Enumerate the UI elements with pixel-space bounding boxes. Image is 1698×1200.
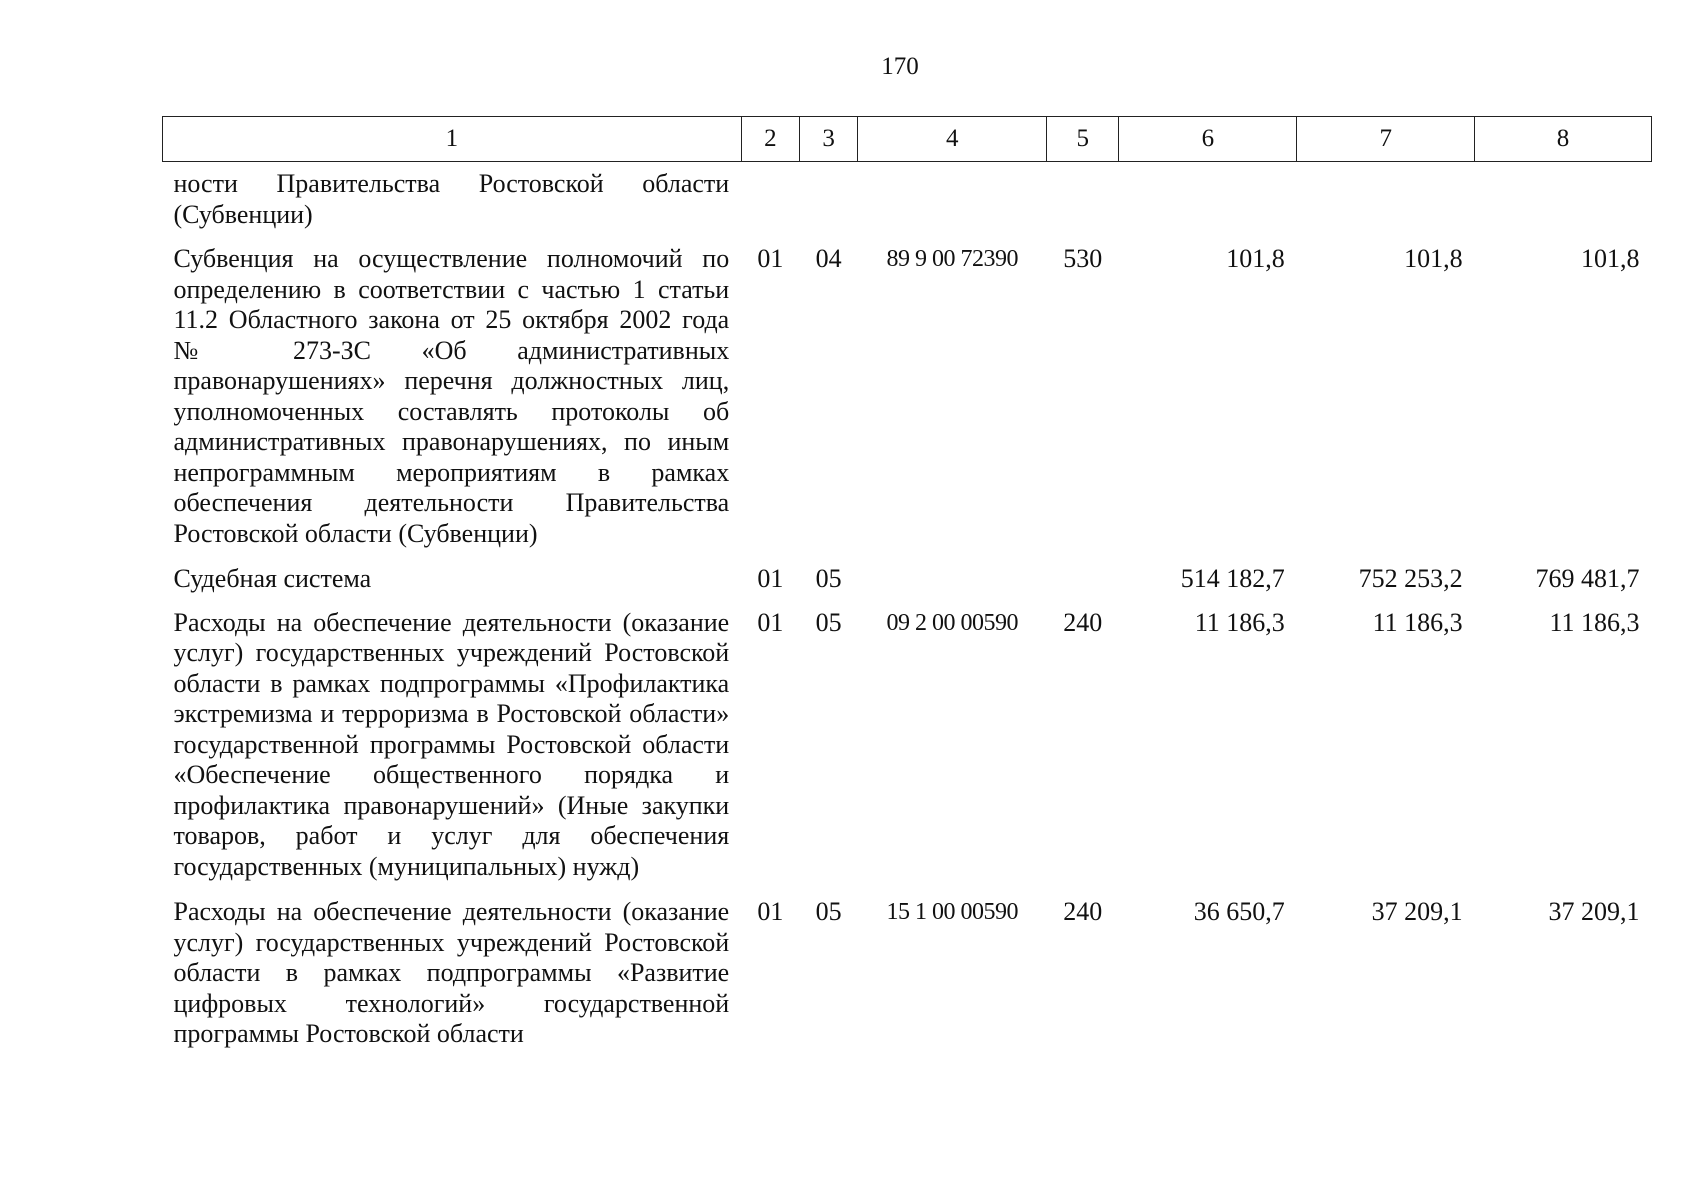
table-body (163, 162, 1652, 1065)
row-expense-type: 530 (1063, 244, 1103, 273)
row-amount-year-2: 11 186,3 (1372, 607, 1463, 637)
row-subsection-code: 05 (815, 607, 842, 637)
header-col-4: 4 (858, 117, 1047, 162)
row-amount-year-1: 101,8 (1226, 244, 1285, 273)
row-target-article: 89 9 00 72390 (886, 246, 1018, 272)
row-section-code: 01 (757, 244, 784, 273)
page-number-text: 170 (881, 53, 919, 80)
row-expense-type: 240 (1063, 897, 1103, 926)
page-number (0, 52, 1698, 82)
table-row (163, 608, 1652, 898)
table-row (163, 564, 1652, 608)
header-col-3: 3 (799, 117, 857, 162)
header-col-1: 1 (163, 117, 742, 162)
row-description: Субвенция на осуществление полномочий по определению в соответствии с частью 1 статьи 11.2 Областного закона от 25 октября 2002 года № 273-ЗС «Об административных правонарушениях» перечня должностных лиц, уполномоченных составлять протоколы об административных правонарушениях, по иным непрограммным мероприятиям в рамках обеспечения деятельности Правительства Ростовской области (Субвенции) (173, 244, 730, 548)
row-amount-year-3 (1475, 162, 1652, 245)
row-amount-year-2: 101,8 (1404, 244, 1463, 273)
row-amount-year-3: 11 186,3 (1549, 607, 1640, 637)
row-amount-year-3: 769 481,7 (1535, 564, 1640, 593)
row-target-article (858, 564, 1047, 608)
row-amount-year-2 (1297, 162, 1475, 245)
header-col-2: 2 (741, 117, 799, 162)
row-target-article: 09 2 00 00590 (886, 609, 1018, 636)
table-row (163, 162, 1652, 245)
row-description: ности Правительства Ростовской области (Субвенции) (173, 169, 730, 229)
row-subsection-code: 05 (815, 897, 842, 926)
row-subsection-code: 05 (815, 564, 842, 593)
row-amount-year-1: 514 182,7 (1180, 564, 1285, 593)
row-description: Судебная система (173, 564, 372, 593)
row-amount-year-1 (1119, 162, 1297, 245)
header-col-7: 7 (1297, 117, 1475, 162)
row-amount-year-3: 101,8 (1581, 244, 1640, 273)
budget-table (162, 116, 1652, 1065)
row-subsection-code: 04 (815, 244, 842, 273)
row-amount-year-1: 11 186,3 (1194, 607, 1285, 637)
table-row (163, 244, 1652, 564)
row-section-code (741, 162, 799, 245)
row-expense-type (1047, 162, 1119, 245)
row-target-article: 15 1 00 00590 (886, 899, 1018, 925)
header-col-6: 6 (1119, 117, 1297, 162)
row-description: Расходы на обеспечение деятельности (оказание услуг) государственных учреждений Ростовской области в рамках подпрограммы «Профилактика экстремизма и терроризма в Ростовской области» государственной программы Ростовской области «Обеспечение общественного порядка и профилактика правонарушений» (Иные закупки товаров, работ и услуг для обеспечения государственных (муниципальных) нужд) (173, 607, 730, 881)
row-amount-year-2: 37 209,1 (1371, 897, 1463, 926)
table-header (163, 117, 1652, 162)
table-row (163, 897, 1652, 1065)
row-amount-year-3: 37 209,1 (1548, 897, 1640, 926)
header-col-8: 8 (1475, 117, 1652, 162)
row-section-code: 01 (757, 607, 784, 637)
header-row (163, 117, 1652, 162)
row-amount-year-1: 36 650,7 (1193, 897, 1285, 926)
row-target-article (858, 162, 1047, 245)
header-col-5: 5 (1047, 117, 1119, 162)
row-amount-year-2: 752 253,2 (1358, 564, 1463, 593)
row-subsection-code (799, 162, 857, 245)
row-section-code: 01 (757, 897, 784, 926)
row-description: Расходы на обеспечение деятельности (оказание услуг) государственных учреждений Ростовской области в рамках подпрограммы «Развитие цифровых технологий» государственной программы Ростовской области (173, 897, 730, 1048)
row-expense-type (1047, 564, 1119, 608)
row-section-code: 01 (757, 564, 784, 593)
row-expense-type: 240 (1063, 607, 1103, 637)
